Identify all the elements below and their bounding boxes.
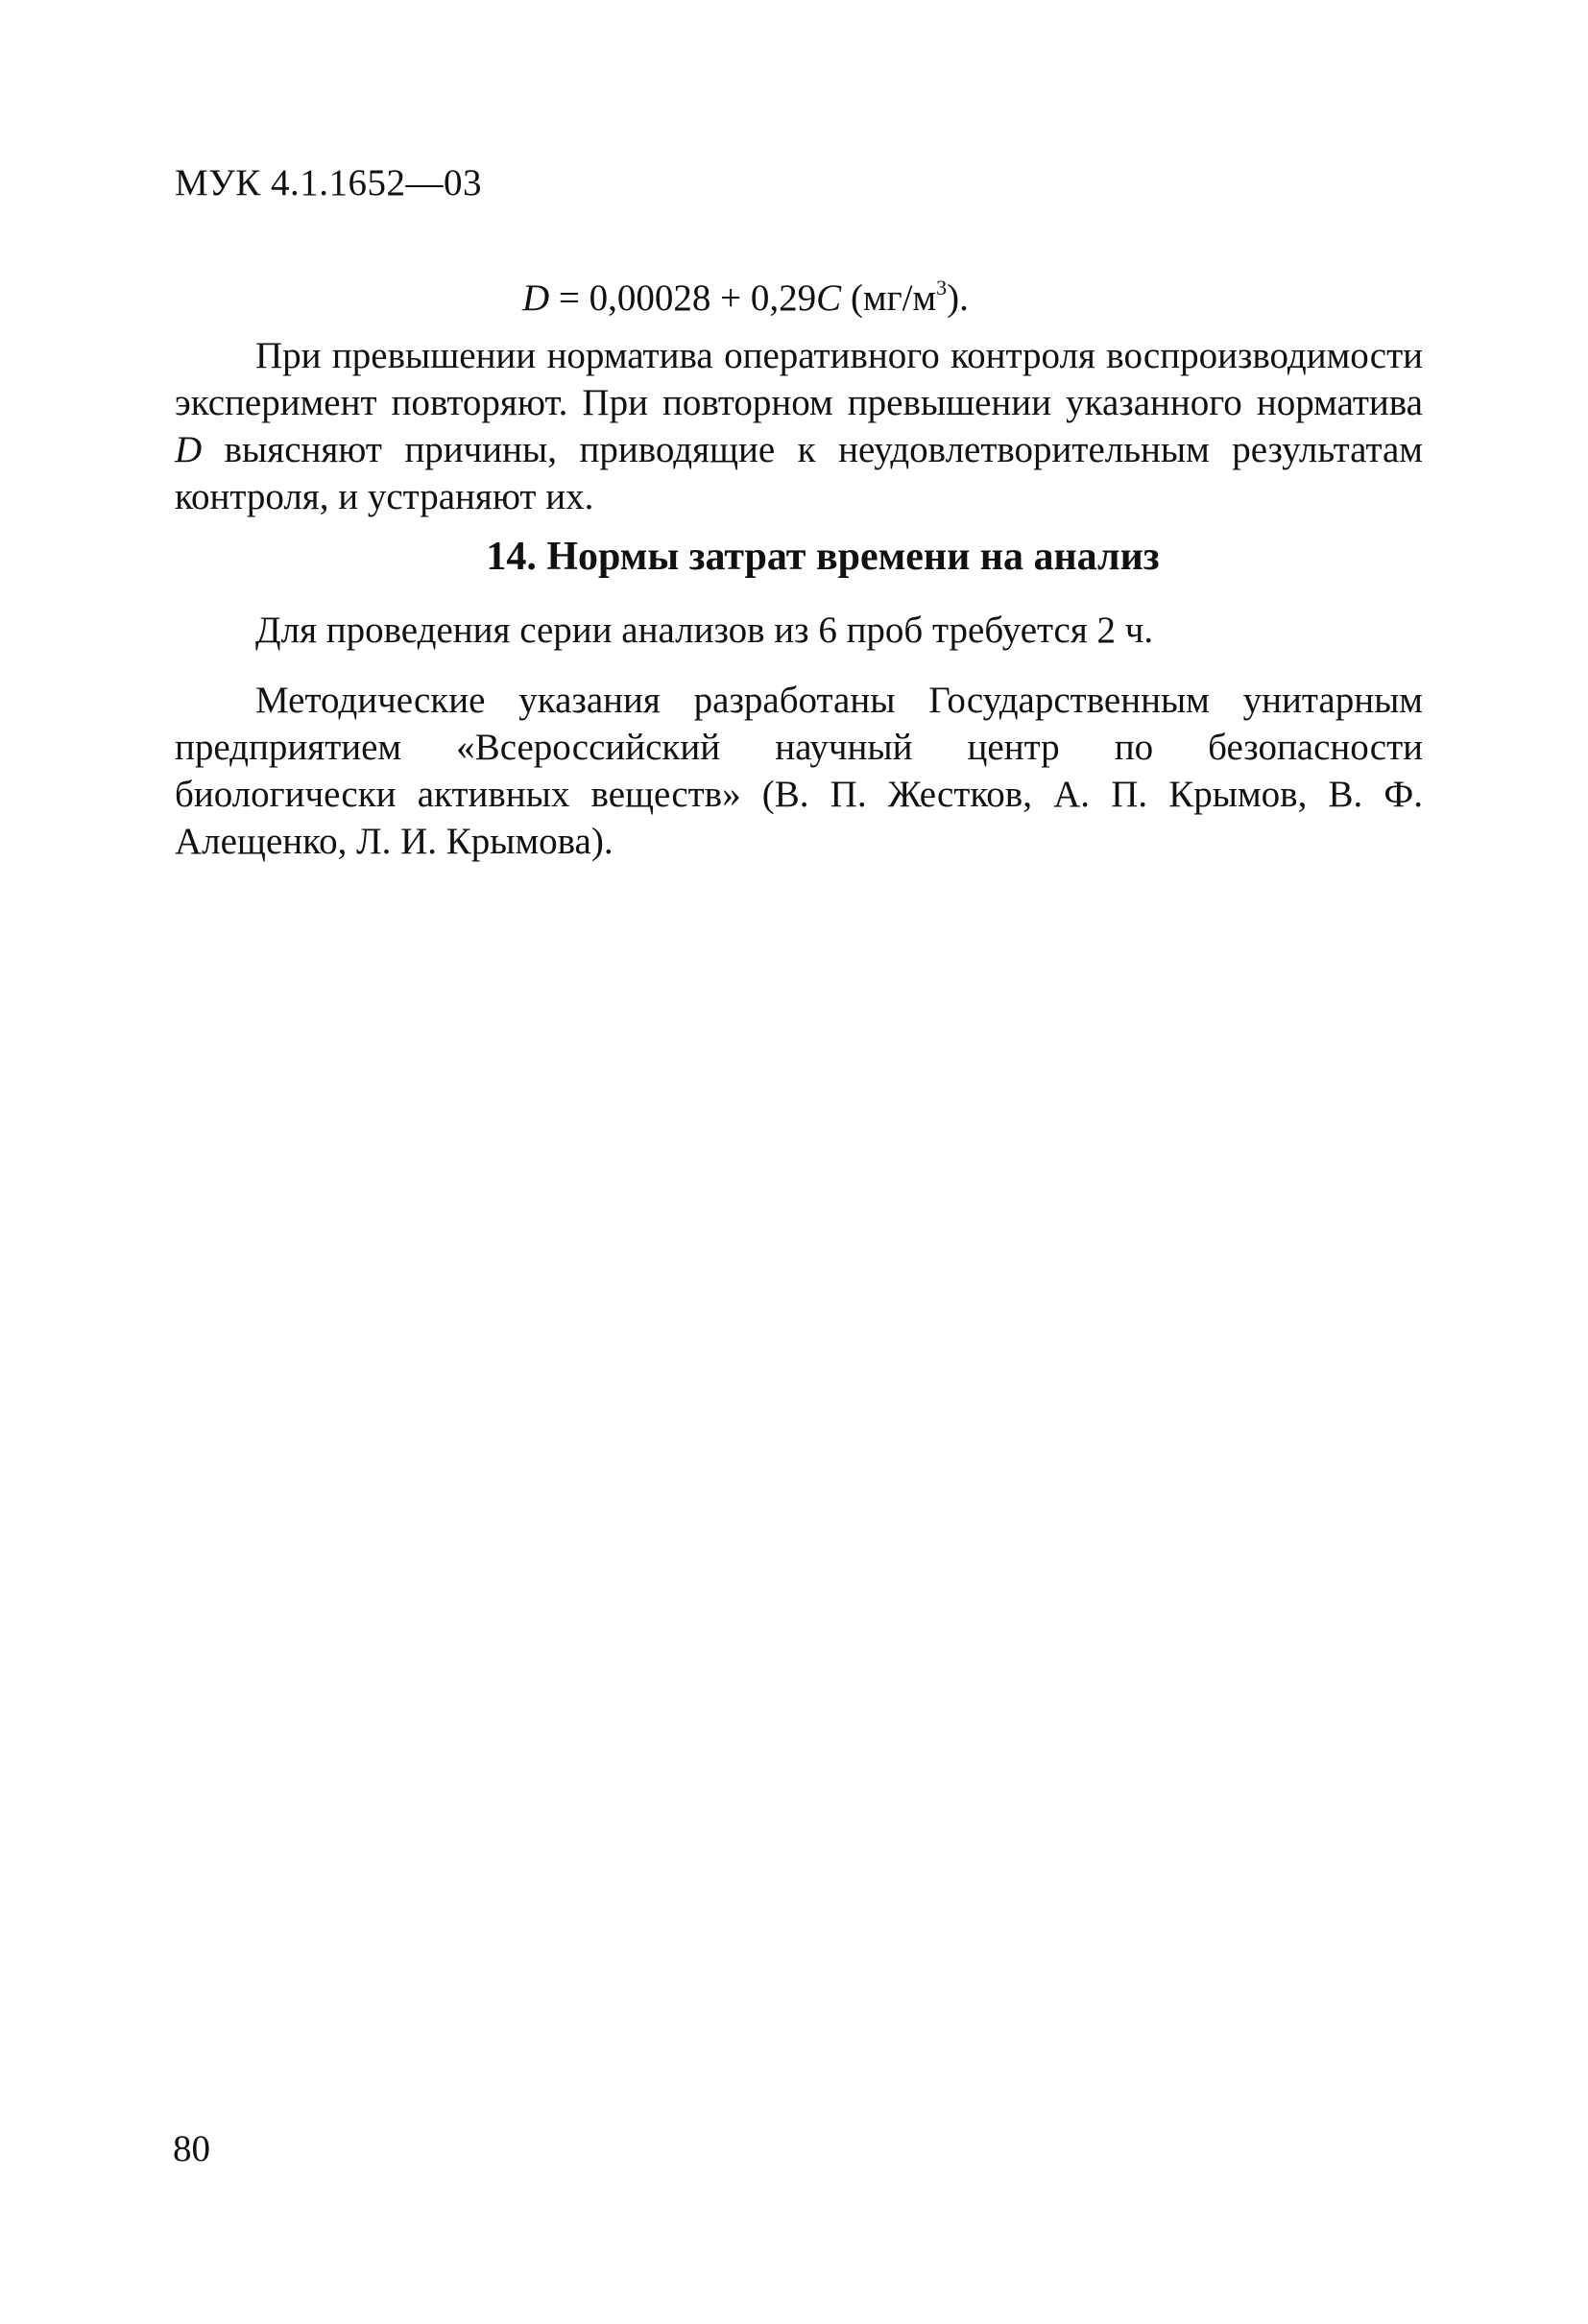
formula-expression: = 0,00028 + 0,29 — [549, 277, 817, 319]
paragraph-text-part1: При превышении норматива оперативного контроля воспроизводимости эксперимент повторяют. При повторном превышении указанного норматива — [175, 335, 1423, 423]
document-header: МУК 4.1.1652—03 — [175, 162, 483, 204]
formula-exponent: 3 — [936, 276, 948, 299]
formula-variable-c: C — [816, 277, 842, 319]
paragraph-time-norm: Для проведения серии анализов из 6 проб требуется 2 ч. — [255, 610, 1154, 651]
page-number: 80 — [173, 2128, 210, 2169]
section-heading: 14. Нормы затрат времени на анализ — [486, 535, 1160, 579]
formula-unit: (мг/м — [841, 277, 937, 319]
formula — [522, 276, 969, 320]
formula-close: ). — [947, 277, 969, 319]
paragraph-text-part2: выясняют причины, приводящие к неудовлетворительным результатам контроля, и устраняют их. — [175, 429, 1423, 517]
formula-variable-d: D — [522, 277, 550, 319]
paragraph-credits: Методические указания разработаны Государственным унитарным предприятием «Всероссийский научный центр по безопасности биологически активных веществ» (В. П. Жестков, А. П. Крымов, В. Ф. Алещенко, Л. И. Крымова). — [175, 680, 1423, 862]
paragraph-reproducibility — [175, 332, 1423, 520]
paragraph-variable-d: D — [175, 429, 203, 470]
